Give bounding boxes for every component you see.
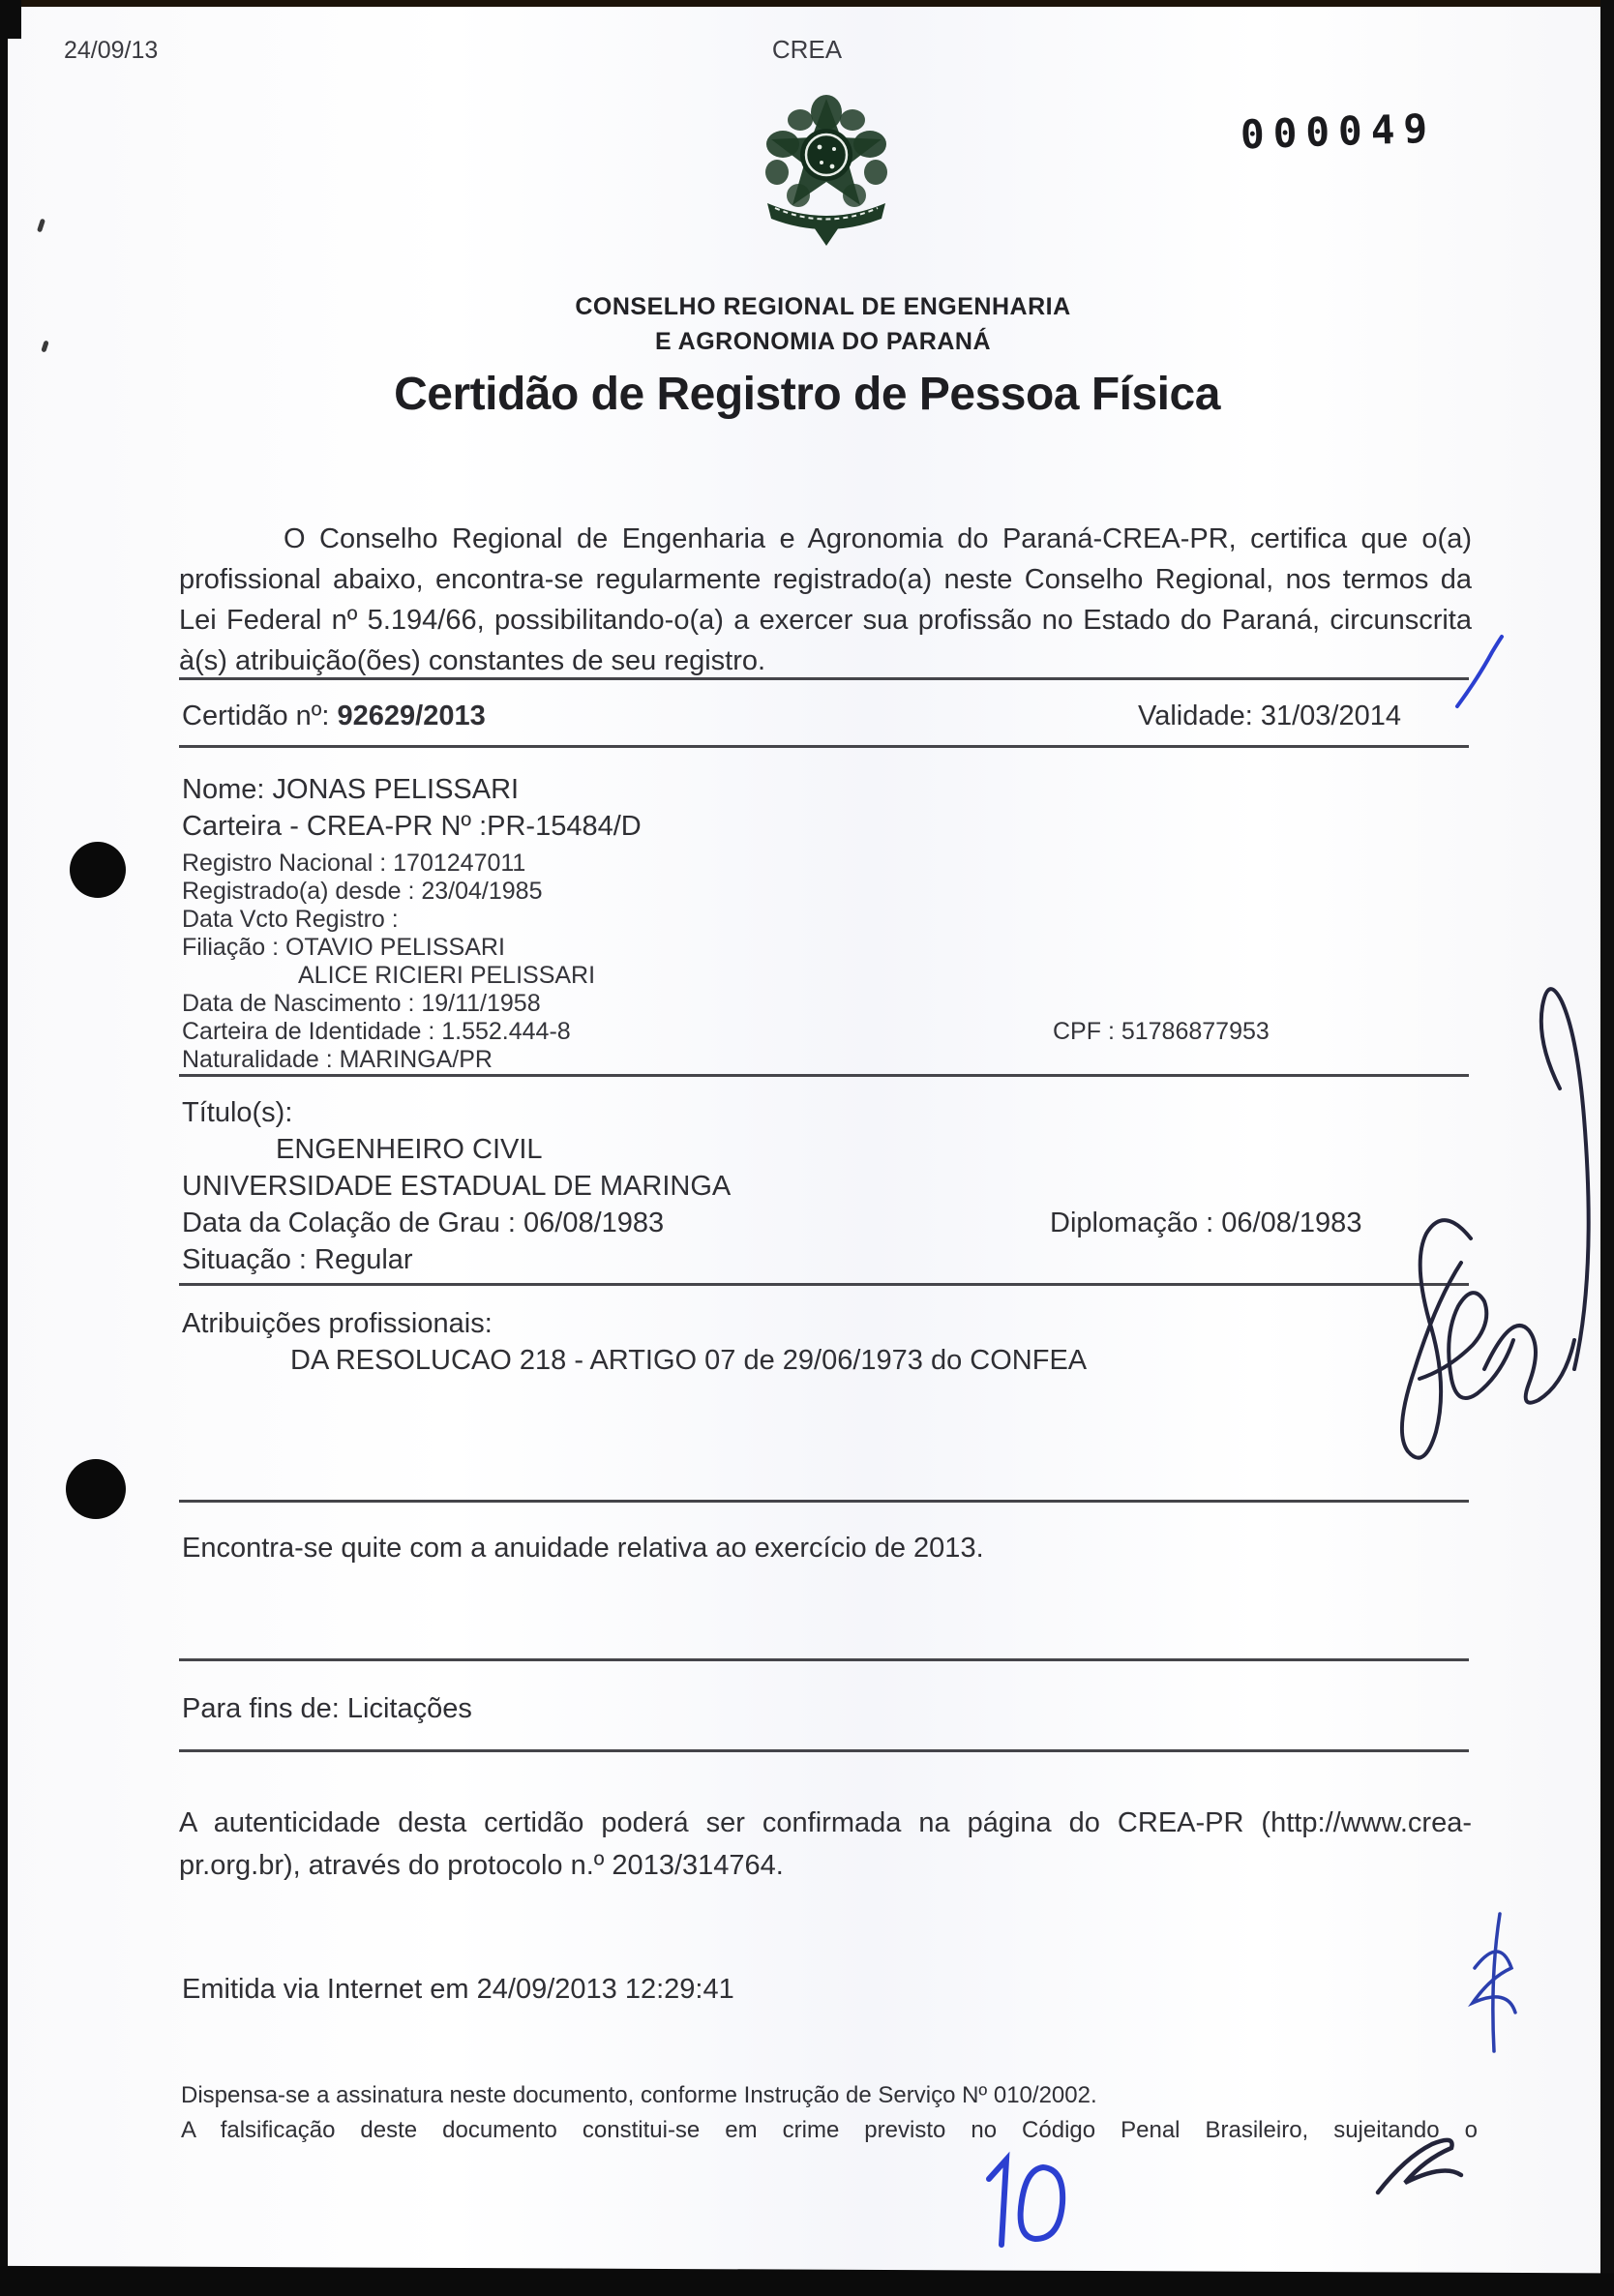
hole-punch: [70, 842, 126, 898]
page-title: Certidão de Registro de Pessoa Física: [394, 369, 1220, 420]
pen-initial: [1366, 2117, 1478, 2223]
scan-corner-mark: [0, 0, 21, 39]
carteira-identidade: Carteira de Identidade : 1.552.444-8: [182, 1018, 571, 1045]
crea-label: CREA: [771, 35, 843, 64]
purpose-statement: Para fins de: Licitações: [182, 1693, 472, 1724]
pen-signature: [1376, 953, 1603, 1490]
scan-speck: [37, 219, 45, 233]
certificate-number-value: 92629/2013: [337, 701, 486, 731]
registro-nacional: Registro Nacional : 1701247011: [182, 850, 526, 877]
pen-mark: [1453, 1908, 1531, 2058]
divider: [179, 1283, 1469, 1286]
person-carteira: Carteira - CREA-PR Nº :PR-15484/D: [182, 811, 642, 842]
data-colacao-grau: Data da Colação de Grau : 06/08/1983: [182, 1208, 665, 1238]
scan-speck: [41, 341, 48, 353]
atribuicoes-value: DA RESOLUCAO 218 - ARTIGO 07 de 29/06/1973 do CONFEA: [290, 1345, 1088, 1376]
scan-date: 24/09/13: [64, 37, 159, 64]
issued-line: Emitida via Internet em 24/09/2013 12:29:41: [182, 1974, 734, 2005]
disclaimer-line1: Dispensa-se a assinatura neste documento, conforme Instrução de Serviço Nº 010/2002.: [181, 2082, 1097, 2108]
org-name-line1: CONSELHO REGIONAL DE ENGENHARIA: [575, 293, 1071, 320]
hole-punch: [66, 1459, 126, 1519]
divider: [179, 745, 1469, 748]
stamp-number: 000049: [1240, 104, 1437, 159]
pen-checkmark: [1450, 631, 1509, 714]
authenticity-paragraph: A autenticidade desta certidão poderá ser confirmada na página do CREA-PR (http://www.crea-pr.org.br), através do protocolo n.º 2013/314764.: [179, 1807, 1472, 1881]
handwritten-page-number: [968, 2150, 1084, 2251]
filiacao-line2: ALICE RICIERI PELISSARI: [298, 962, 596, 989]
cpf-value: CPF : 51786877953: [1053, 1018, 1270, 1045]
diplomacao: Diplomação : 06/08/1983: [1050, 1208, 1362, 1238]
divider: [179, 1074, 1469, 1077]
divider: [179, 1658, 1469, 1661]
titulo-value: ENGENHEIRO CIVIL: [276, 1134, 543, 1165]
org-name-line2: E AGRONOMIA DO PARANÁ: [654, 328, 992, 355]
data-nascimento: Data de Nascimento : 19/11/1958: [182, 990, 541, 1017]
annuity-statement: Encontra-se quite com a anuidade relativa ao exercício de 2013.: [182, 1533, 984, 1564]
divider: [179, 1749, 1469, 1752]
scan-border-bottom: [0, 2259, 1614, 2296]
intro-paragraph: O Conselho Regional de Engenharia e Agronomia do Paraná-CREA-PR, certifica que o(a) profissional abaixo, encontra-se regularmente registrado(a) neste Conselho Regional, nos termos da Lei Federal nº 5.194/66, possibilitando-o(a) a exercer sua profissão no Estado do Paraná, circunscrita à(s) atribuição(ões) constantes de seu registro.: [179, 523, 1472, 676]
org-name: [178, 289, 1468, 359]
registrado-desde: Registrado(a) desde : 23/04/1985: [182, 878, 543, 905]
certificate-number-label: Certidão nº:: [182, 701, 338, 731]
titulos-label: Título(s):: [182, 1097, 293, 1128]
data-vcto-registro: Data Vcto Registro :: [182, 906, 399, 933]
person-name: Nome: JONAS PELISSARI: [182, 774, 520, 805]
naturalidade: Naturalidade : MARINGA/PR: [182, 1046, 493, 1073]
universidade: UNIVERSIDADE ESTADUAL DE MARINGA: [182, 1171, 732, 1202]
divider: [179, 1500, 1469, 1503]
validity-value: Validade: 31/03/2014: [1138, 701, 1401, 731]
scan-border-top: [0, 0, 1614, 7]
filiacao-line1: Filiação : OTAVIO PELISSARI: [182, 934, 505, 961]
disclaimer-line2: A falsificação deste documento constitui-se em crime previsto no Código Penal Brasileiro, sujeitando o: [181, 2117, 1478, 2143]
situacao: Situação : Regular: [182, 1244, 413, 1275]
crea-emblem-logo: [760, 91, 893, 253]
scan-border-left: [0, 0, 8, 2296]
certificate-number-line: [182, 701, 486, 732]
divider: [179, 677, 1469, 680]
atribuicoes-label: Atribuições profissionais:: [182, 1308, 493, 1339]
